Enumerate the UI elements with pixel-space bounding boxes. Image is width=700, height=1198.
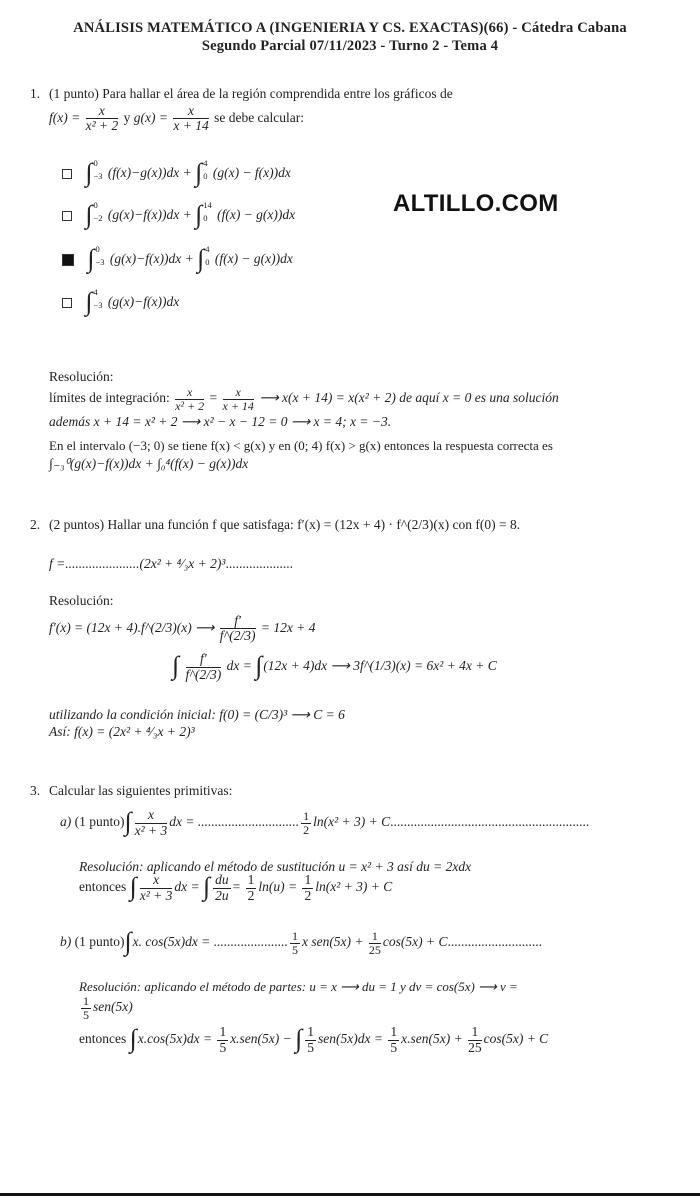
q1-option-4[interactable]	[62, 288, 179, 318]
q3b-question	[60, 928, 542, 958]
text: = 12x + 4	[260, 619, 316, 635]
num: x	[135, 808, 168, 823]
q1-functions	[49, 104, 304, 133]
num: x	[223, 386, 254, 400]
q1-gx-frac	[173, 104, 208, 133]
upper-limit: 4	[93, 287, 98, 297]
checkbox-empty-icon[interactable]	[62, 298, 72, 308]
fraction	[246, 873, 257, 902]
fraction	[213, 873, 231, 902]
den: 2u	[215, 887, 229, 903]
q1-fx-num: x	[86, 104, 119, 119]
lower-limit: 0	[203, 213, 208, 223]
fraction	[217, 1025, 228, 1054]
num: 1	[291, 928, 298, 943]
fraction	[305, 1025, 316, 1054]
q2-resolution-line-1	[49, 614, 315, 643]
integral-icon: ∫	[124, 807, 132, 836]
den: f^(2/3)	[219, 628, 256, 644]
text: sen(5x)dx =	[318, 1031, 383, 1047]
page-bottom-rule	[0, 1193, 700, 1196]
q1-must: se debe calcular:	[214, 109, 305, 125]
den: x + 14	[222, 398, 254, 413]
num: f′	[186, 652, 222, 667]
fraction	[388, 1025, 399, 1054]
points: (1 punto)	[74, 934, 125, 950]
integrand: (g(x)−f(x))dx +	[109, 251, 194, 267]
integrand: (f(x) − g(x))dx	[214, 251, 293, 267]
answer-dots: ...........................................................	[390, 814, 590, 830]
q3b-resolution-line-1: Resolución: aplicando el método de partes: u = x ⟶ du = 1 y dv = cos(5x) ⟶ v =	[79, 979, 518, 994]
q2-answer: (2x² + ⁴⁄₃x + 2)³	[139, 556, 226, 571]
q1-resolution-line-4: ∫₋₃⁰(g(x)−f(x))dx + ∫₀⁴(f(x) − g(x))dx	[49, 456, 249, 471]
integrand: (g(x)−f(x))dx	[107, 294, 180, 310]
item-label: a)	[60, 814, 72, 830]
lower-limit: −3	[93, 171, 103, 181]
q1-gx-num: x	[173, 104, 208, 119]
q1-statement: (1 punto) Para hallar el área de la región comprendida entre los gráficos de	[49, 86, 453, 101]
answer-prefix: f =......................	[49, 556, 140, 571]
num: 1	[219, 1024, 227, 1040]
q3a-question	[60, 808, 589, 838]
integrand: (g(x) − f(x))dx	[212, 165, 291, 181]
den: 5	[291, 942, 298, 957]
q3-number: 3.	[30, 783, 41, 798]
text: entonces	[79, 1031, 127, 1047]
points: (1 punto)	[74, 814, 125, 830]
integral-icon: ∫	[197, 244, 205, 273]
fraction	[135, 808, 168, 837]
fraction	[186, 652, 222, 681]
q3b-answer-part-2: cos(5x) + C	[382, 934, 448, 950]
integral-limits	[94, 201, 103, 227]
integral-limits	[94, 288, 103, 314]
q2-resolution-title: Resolución:	[49, 593, 114, 608]
integral-icon: ∫	[203, 872, 211, 901]
checkbox-empty-icon[interactable]	[62, 211, 72, 221]
fraction	[140, 873, 173, 902]
num: x	[140, 873, 173, 888]
upper-limit: 4	[205, 244, 210, 254]
q1-resolution-title: Resolución:	[49, 369, 114, 384]
q3b-resolution-line-2	[79, 995, 133, 1021]
den: 5	[307, 1039, 315, 1055]
q1-gx: g(x) =	[133, 109, 168, 125]
num: 1	[83, 994, 89, 1008]
text: cos(5x) + C	[483, 1031, 549, 1047]
num: 1	[304, 872, 312, 888]
q2-resolution-line-4: Así: f(x) = (2x² + ⁴⁄₃x + 2)³	[49, 724, 195, 739]
q1-option-3[interactable]	[62, 245, 293, 275]
fraction	[220, 614, 256, 643]
q2-resolution-line-3: utilizando la condición inicial: f(0) = (C/3)³ ⟶ C = 6	[49, 707, 345, 722]
answer-dots: ............................	[447, 934, 543, 950]
integral-limits	[203, 159, 207, 185]
text: (12x + 4)dx ⟶ 3f^(1/3)(x) = 6x² + 4x + C	[263, 658, 497, 674]
num: 1	[303, 808, 310, 823]
den: f^(2/3)	[185, 666, 222, 682]
text: dx = ..............................	[169, 814, 300, 830]
q3b-resolution-line-3	[79, 1025, 548, 1055]
fraction	[369, 930, 381, 956]
text: x.sen(5x) −	[230, 1031, 292, 1047]
fraction	[301, 810, 311, 836]
num: du	[215, 872, 229, 888]
den: 5	[219, 1039, 227, 1055]
integral-limits	[203, 201, 212, 227]
checkbox-filled-icon[interactable]	[62, 254, 74, 266]
lower-limit: 0	[205, 257, 210, 267]
den: x² + 3	[134, 822, 168, 838]
integral-icon: ∫	[172, 651, 180, 680]
num: 1	[307, 1024, 315, 1040]
fraction	[290, 930, 300, 956]
integral-limits	[96, 245, 105, 271]
text: entonces	[79, 879, 127, 895]
num: 1	[247, 872, 255, 888]
num: 1	[390, 1024, 398, 1040]
den: 25	[468, 1039, 482, 1055]
text: x.sen(5x) +	[401, 1031, 463, 1047]
text: ⟶ x(x + 14) = x(x² + 2) de aquí x = 0 es una solución	[259, 390, 559, 406]
den: 25	[368, 942, 381, 957]
num: f′	[220, 614, 256, 629]
den: 5	[83, 1007, 89, 1022]
fraction	[223, 386, 254, 412]
integrand: (f(x) − g(x))dx	[217, 207, 296, 223]
upper-limit: 14	[203, 200, 212, 210]
fraction	[302, 873, 313, 902]
integral-limits	[205, 245, 209, 271]
text: sen(5x)	[93, 999, 133, 1015]
integral-icon: ∫	[129, 1024, 137, 1053]
q1-fx-den: x² + 2	[85, 118, 119, 134]
q3a-resolution-line-2	[79, 873, 392, 903]
q2-resolution-line-2	[172, 652, 497, 682]
q2-number: 2.	[30, 517, 41, 532]
den: 2	[247, 887, 255, 903]
text: ln(x² + 3) + C	[315, 879, 393, 895]
integrand: (g(x)−f(x))dx +	[107, 207, 192, 223]
q3a-resolution-line-1: Resolución: aplicando el método de sustitución u = x² + 3 así du = 2xdx	[79, 859, 472, 874]
text: x.cos(5x)dx =	[137, 1031, 213, 1047]
integrand: (f(x)−g(x))dx +	[107, 165, 192, 181]
num: x	[175, 386, 204, 400]
q3a-answer: ln(x² + 3) + C	[313, 814, 391, 830]
q1-gx-den: x + 14	[173, 118, 209, 134]
answer-dots: ....................	[225, 556, 293, 571]
integral-icon: ∫	[124, 927, 132, 956]
q1-and: y	[123, 109, 131, 125]
integral-icon: ∫	[85, 200, 93, 229]
num: 1	[468, 1025, 482, 1040]
exam-subtitle: Segundo Parcial 07/11/2023 - Turno 2 - Tema 4	[201, 38, 499, 54]
exam-title: ANÁLISIS MATEMÁTICO A (INGENIERIA Y CS. EXACTAS)(66) - Cátedra Cabana	[73, 20, 627, 36]
q1-option-1[interactable]	[62, 159, 291, 189]
q2-statement: (2 puntos) Hallar una función f que satisfaga: f′(x) = (12x + 4) · f^(2/3)(x) con f(0) = 8.	[49, 517, 521, 532]
integral-icon: ∫	[195, 158, 203, 187]
q1-resolution-line-1: límites de integración: $\frac{x}{\text{x² + 2}}$ = $\frac{x}{x + 14}$ ⟶ x(x + 14) = x(x² + 2) de aquí x = 0 es una solución	[49, 385, 559, 413]
q1-resolution-line-3: En el intervalo (−3; 0) se tiene f(x) < g(x) y en (0; 4) f(x) > g(x) entonces la respuesta correcta es	[49, 438, 553, 453]
integral-icon: ∫	[255, 651, 263, 680]
den: 5	[390, 1039, 398, 1055]
q2-answer-line	[49, 556, 293, 572]
integral-icon: ∫	[85, 287, 93, 316]
q3-statement: Calcular las siguientes primitivas:	[49, 783, 233, 798]
q1-number: 1.	[30, 86, 41, 101]
q1-resolution-line-2: además x + 14 = x² + 2 ⟶ x² − x − 12 = 0 ⟶ x = 4; x = −3.	[49, 414, 392, 429]
lower-limit: −3	[93, 300, 103, 310]
text: ln(u) =	[258, 879, 298, 895]
text: f′(x) = (12x + 4).f^(2/3)(x) ⟶	[49, 619, 215, 635]
text: dx =	[226, 658, 252, 674]
q1-fx: f(x) =	[49, 109, 81, 125]
lower-limit: 0	[203, 171, 208, 181]
watermark-logo: ALTILLO.COM	[393, 190, 559, 217]
lower-limit: −3	[95, 257, 105, 267]
integral-icon: ∫	[295, 1024, 303, 1053]
num: 1	[369, 930, 381, 944]
integral-icon: ∫	[129, 872, 137, 901]
upper-limit: 0	[93, 158, 98, 168]
integral-icon: ∫	[87, 244, 95, 273]
upper-limit: 0	[95, 244, 100, 254]
den: x² + 3	[139, 887, 173, 903]
checkbox-empty-icon[interactable]	[62, 169, 72, 179]
q3b-answer-part-1: x sen(5x) +	[301, 934, 364, 950]
text: límites de integración:	[49, 390, 170, 406]
den: 2	[303, 822, 310, 837]
upper-limit: 4	[203, 158, 208, 168]
text: =	[232, 879, 241, 895]
text: dx =	[174, 879, 200, 895]
item-label: b)	[60, 934, 72, 950]
fraction	[468, 1025, 482, 1054]
upper-limit: 0	[93, 200, 98, 210]
den: x² + 2	[175, 398, 205, 413]
q1-fx-frac	[86, 104, 119, 133]
text: x. cos(5x)dx = ......................	[132, 934, 288, 950]
integral-icon: ∫	[85, 158, 93, 187]
q1-option-2[interactable]	[62, 201, 295, 231]
lower-limit: −2	[93, 213, 103, 223]
fraction	[175, 386, 204, 412]
integral-limits	[94, 159, 103, 185]
fraction	[81, 995, 91, 1021]
integral-icon: ∫	[195, 200, 203, 229]
den: 2	[304, 887, 312, 903]
